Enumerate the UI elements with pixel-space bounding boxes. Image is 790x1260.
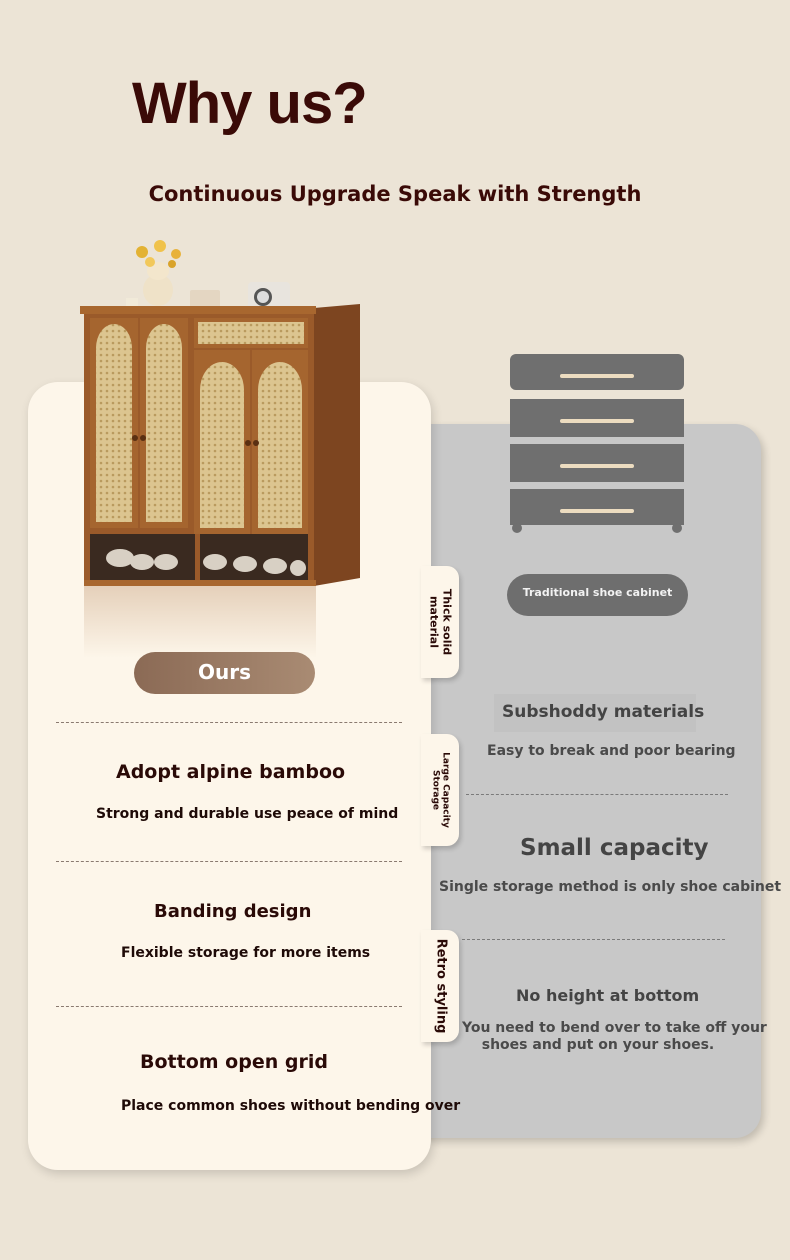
trad-feature-title: Subshoddy materials <box>502 702 705 722</box>
ours-label: Ours <box>134 652 315 694</box>
divider <box>56 1006 402 1007</box>
traditional-label: Traditional shoe cabinet <box>507 574 688 616</box>
shoe-cabinet-photo <box>80 238 365 658</box>
ours-feature-title: Adopt alpine bamboo <box>116 761 346 783</box>
ours-feature-title: Bottom open grid <box>140 1051 328 1073</box>
trad-feature-title: No height at bottom <box>516 986 700 1005</box>
tab-large-capacity-storage <box>421 734 459 846</box>
vase-decor <box>136 240 181 306</box>
divider <box>56 861 402 862</box>
trad-feature-title: Small capacity <box>520 835 709 861</box>
page-title: Why us? <box>132 71 367 136</box>
page-subtitle: Continuous Upgrade Speak with Strength <box>148 182 642 206</box>
divider <box>462 939 725 940</box>
tab-line1: Retro styling <box>433 938 449 1034</box>
tab-line2: material <box>428 595 441 648</box>
ours-feature-title: Banding design <box>154 901 312 922</box>
tab-line1: Thick solid <box>440 588 454 656</box>
tab-line1: Large Capacity <box>440 752 451 828</box>
divider <box>466 794 728 795</box>
trad-feature-desc-line2: shoes and put on your shoes. <box>481 1037 715 1053</box>
tab-retro-styling <box>421 930 459 1042</box>
tab-thick-solid-material <box>421 566 459 678</box>
divider <box>56 722 402 723</box>
trad-feature-desc: Easy to break and poor bearing <box>487 743 736 759</box>
ours-feature-desc: Place common shoes without bending over <box>121 1098 461 1114</box>
ours-feature-desc: Strong and durable use peace of mind <box>96 806 399 822</box>
trad-feature-desc-line1: You need to bend over to take off your <box>462 1020 767 1036</box>
drawer-cabinet-icon <box>508 354 686 534</box>
ours-feature-desc: Flexible storage for more items <box>121 945 371 961</box>
trad-feature-desc: Single storage method is only shoe cabinet <box>439 879 782 895</box>
figurine-decor <box>190 290 220 308</box>
tab-line2: Storage <box>430 769 440 811</box>
